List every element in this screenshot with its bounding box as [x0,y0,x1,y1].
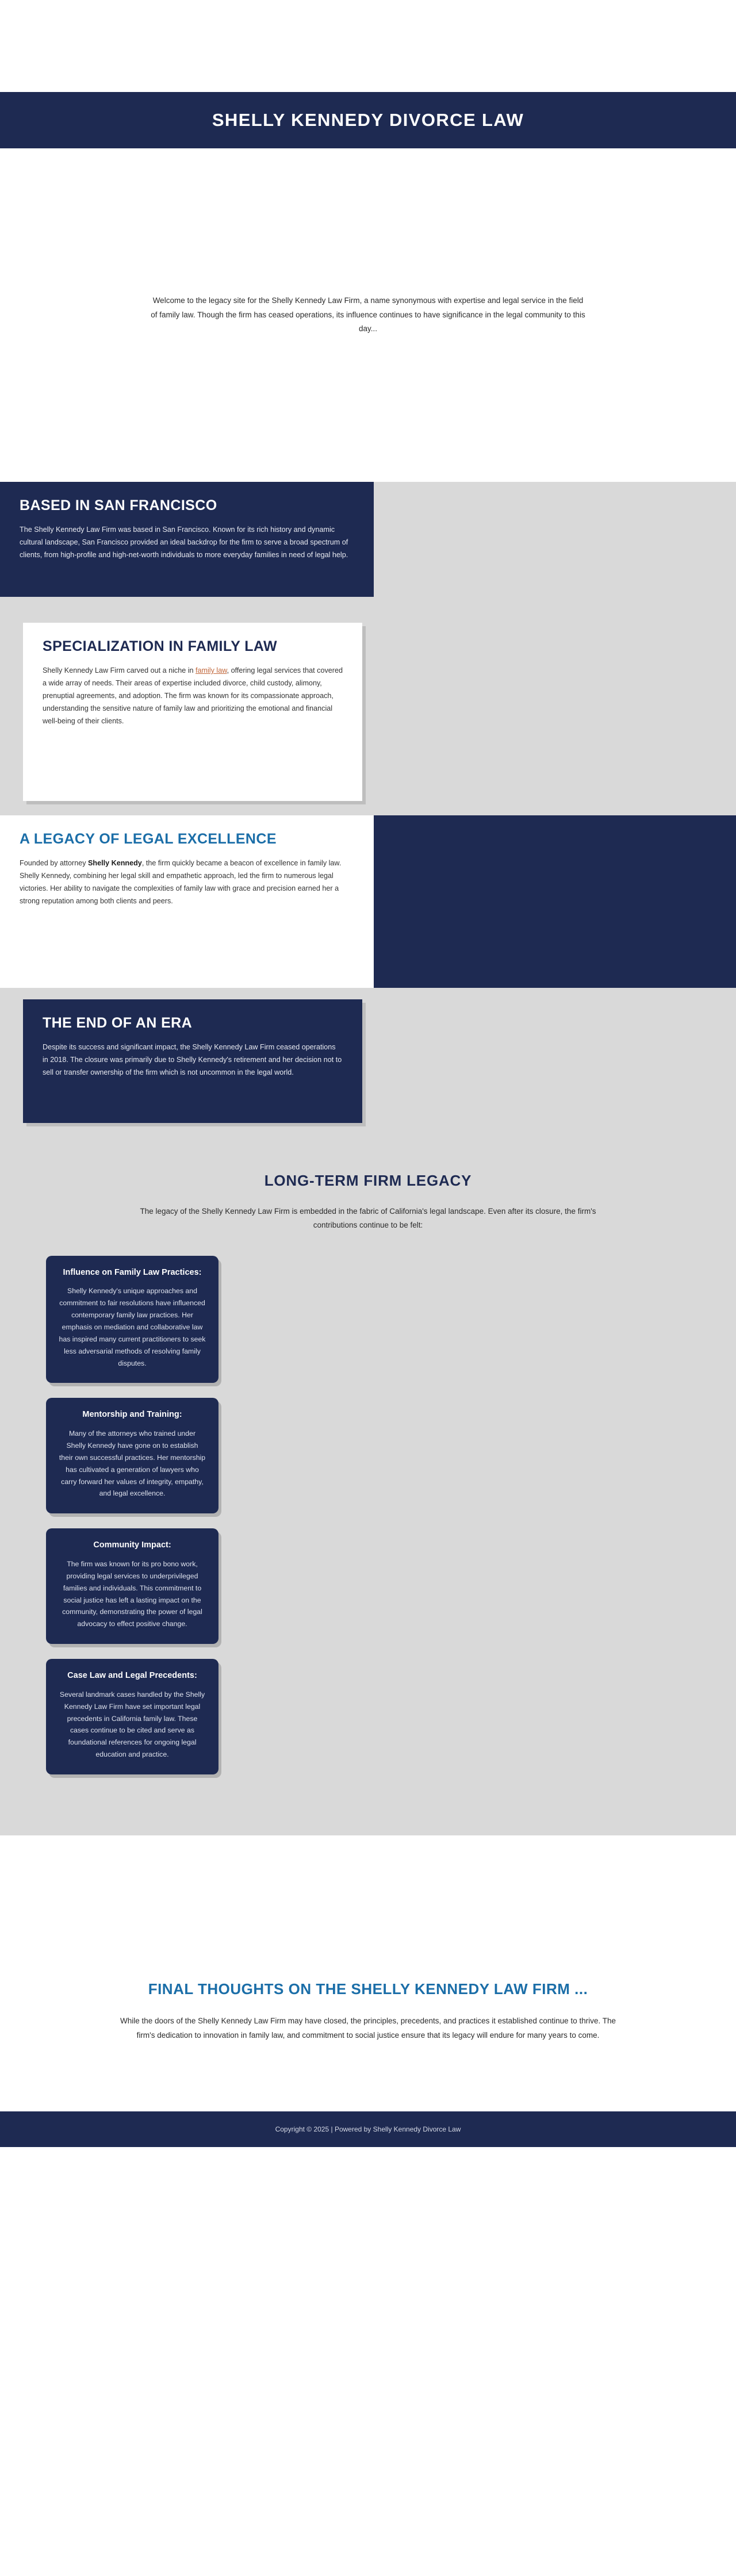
panel-body: Despite its success and significant impact, the Shelly Kennedy Law Firm ceased operations in 2018. The closure was primarily due to Shelly Kennedy's retirement and her decision not to sell or transfer ownership of the firm which is not uncommon in the legal world. [43,1043,342,1077]
panels-band [0,482,736,1149]
legacy-card-body: Several landmark cases handled by the Shelly Kennedy Law Firm have set important legal precedents in California family law. These cases continue to be cited and serve as foundational references for ongoing legal education and practice. [59,1690,205,1759]
panel-body-after-link: , offering legal services that covered a wide array of needs. Their areas of expertise included divorce, child custody, alimony, prenuptial agreements, and adoption. The firm was known for its compassionate approach, understanding the sensitive nature of family law and prioritizing the emotional and financial well-being of their clients. [43,666,343,726]
final-heading: FINAL THOUGHTS ON THE SHELLY KENNEDY LAW FIRM ... [148,1980,588,1998]
legacy-heading: LONG-TERM FIRM LEGACY [264,1172,472,1189]
panel-body-after-name: , the firm quickly became a beacon of excellence in family law. Shelly Kennedy, combining her legal skill and empathetic approach, led the firm to numerous legal victories. Her ability to navigate the complexities of family law with grace and precision earned her a strong reputation among both clients and peers. [20,859,342,906]
panel-body: The Shelly Kennedy Law Firm was based in San Francisco. Known for its rich history and dynamic cultural landscape, San Francisco provided an ideal backdrop for the firm to serve a broad spectrum of clients, from high-profile and high-net-worth individuals to more everyday families in need of legal help. [20,526,348,559]
legacy-card-body: The firm was known for its pro bono work, providing legal services to underprivileged families and individuals. This commitment to social justice has left a lasting impact on the community, demonstrating the power of legal advocacy to effect positive change. [62,1559,202,1628]
panel-end-of-an-era [23,999,362,1123]
legacy-card-column [46,1256,218,1775]
legacy-card [46,1659,218,1774]
panel-heading: BASED IN SAN FRANCISCO [20,497,217,513]
legacy-card-title: Mentorship and Training: [82,1410,182,1420]
final-thoughts-section [0,1835,736,2111]
footer-copyright: Copyright © 2025 | Powered by Shelly Kennedy Divorce Law [275,2125,461,2133]
site-footer [0,2111,736,2147]
family-law-link[interactable]: family law [195,666,227,674]
panel-heading: SPECIALIZATION IN FAMILY LAW [43,638,277,654]
legacy-card [46,1398,218,1513]
panel-body-before-link: Shelly Kennedy Law Firm carved out a niche in [43,666,196,674]
intro-paragraph: Welcome to the legacy site for the Shelly Kennedy Law Firm, a name synonymous with expertise and legal service in the field of family law. Though the firm has ceased operations, its influence continues to have significance in the legal community to this day... [151,296,585,334]
long-term-legacy-section [0,1149,736,1835]
legacy-card-title: Community Impact: [93,1540,171,1550]
final-paragraph: While the doors of the Shelly Kennedy Law Firm may have closed, the principles, precedents, and practices it established continue to thrive. The firm's dedication to innovation in family law, and commitment to social justice ensure that its legacy will endure for many years to come. [120,2017,616,2040]
band-decor-mid-right [374,815,736,988]
legacy-card [46,1528,218,1644]
panel-body-before-name: Founded by attorney [20,859,89,867]
site-header [0,92,736,148]
panel-body [43,664,343,727]
legacy-card-title: Case Law and Legal Precedents: [67,1671,197,1681]
legacy-card-body: Shelly Kennedy's unique approaches and commitment to fair resolutions have influenced contemporary family law practices. Her emphasis on mediation and collaborative law has inspired many current practitioners to seek less adversarial methods of resolving family disputes. [59,1287,206,1367]
intro-section [0,148,736,482]
panel-specialization-in-family-law [23,623,362,801]
site-title: SHELLY KENNEDY DIVORCE LAW [212,110,524,130]
legacy-card-title: Influence on Family Law Practices: [63,1267,202,1277]
legacy-lead-paragraph: The legacy of the Shelly Kennedy Law Firm is embedded in the fabric of California's legal landscape. Even after its closure, the firm's contributions continue to be felt: [140,1207,596,1230]
band-decor-top-right [374,482,736,815]
founder-name: Shelly Kennedy [88,859,142,867]
band-decor-bottom-right [374,988,736,1149]
legacy-card-body: Many of the attorneys who trained under Shelly Kennedy have gone on to establish their own successful practices. Her mentorship has cultivated a generation of lawyers who carry forward her values of integrity, empathy, and legal excellence. [59,1429,206,1498]
panel-body [20,857,354,907]
panel-heading: THE END OF AN ERA [43,1015,193,1031]
legacy-card [46,1256,218,1383]
panel-based-in-san-francisco [0,482,374,597]
panel-legacy-of-legal-excellence [0,815,374,988]
panel-heading: A LEGACY OF LEGAL EXCELLENCE [20,831,277,847]
